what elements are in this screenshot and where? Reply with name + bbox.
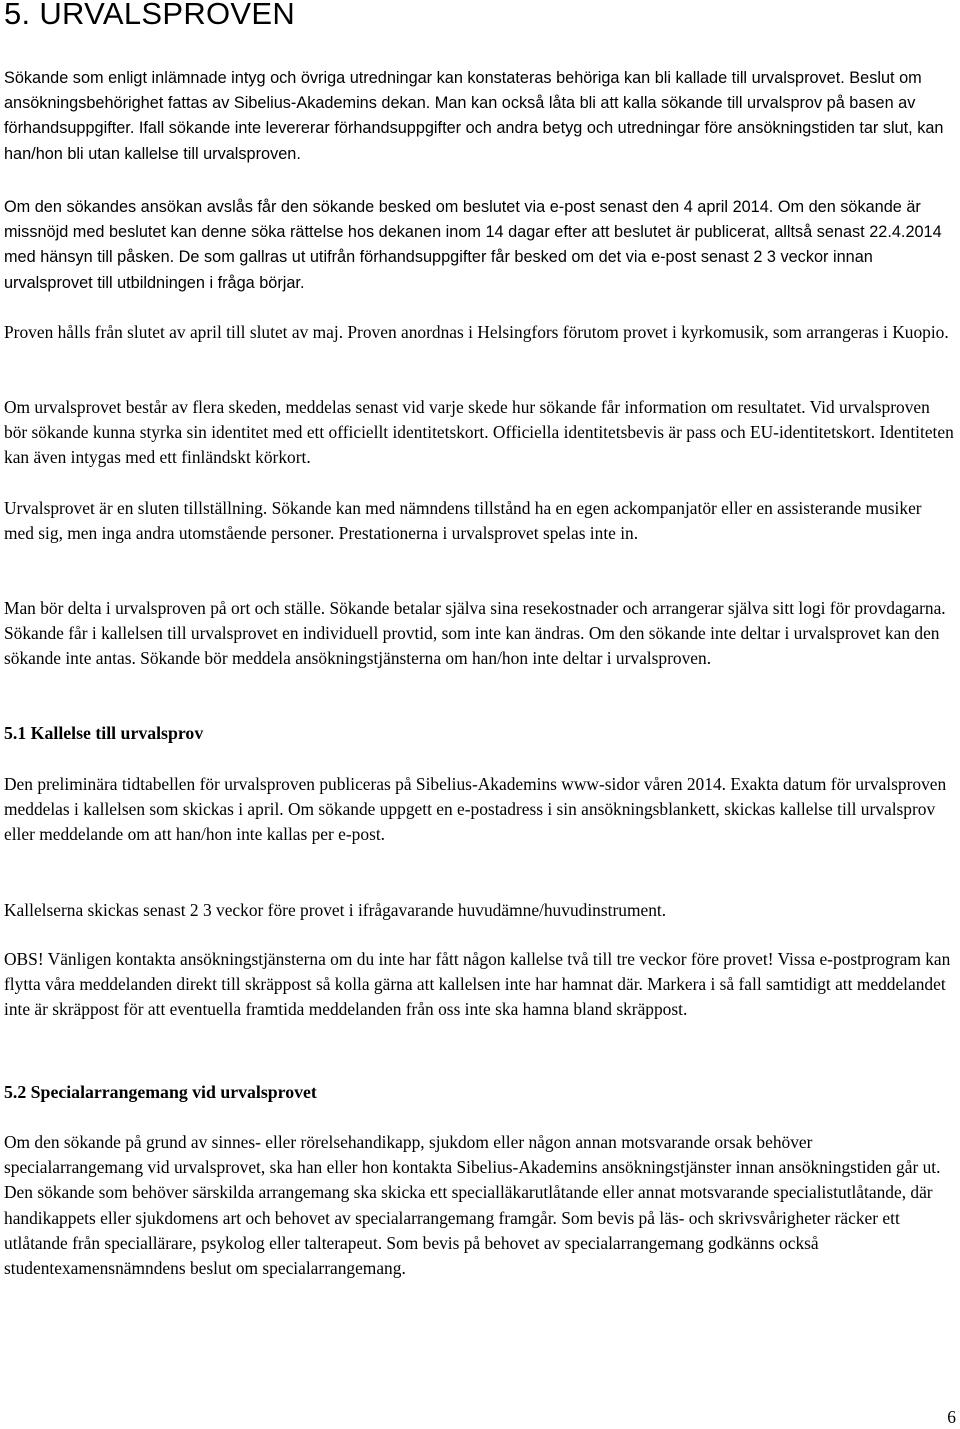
section-5-1-paragraph: Kallelserna skickas senast 2 3 veckor före provet i ifrågavarande huvudämne/huvudinstrument. [4, 900, 667, 920]
section-5-2-paragraph: Om den sökande på grund av sinnes- eller rörelsehandikapp, sjukdom eller någon annan motsvarande orsak behöver specialarrangemang vid urvalsprovet, ska han eller hon kontakta Sibelius-Akademins ansökningstjänster innan ansökningstiden går ut. Den sökande som behöver särskilda arrangemang ska skicka ett specialläkarutlåtande eller annat motsvarande specialistutlåtande, där handikappets eller sjukdomens art och behovet av specialarrangemang framgår. Som bevis på läs- och skrivsvårigheter räcker ett utlåtande från speciallärare, psykolog eller talterapeut. Som bevis på behovet av specialarrangemang godkänns också studentexamensnämndens beslut om specialarrangemang. [4, 1132, 941, 1279]
paragraph-identity: Om urvalsprovet består av flera skeden, meddelas senast vid varje skede hur sökande får information om resultatet. Vid urvalsproven bör sökande kunna styrka sin identitet med ett officiellt identitetskort. Officiella identitetsbevis är pass och EU-identitetskort. Identiteten kan även intygas med ett finländskt körkort. [4, 397, 954, 468]
section-5-2-title: 5.2 Specialarrangemang vid urvalsprovet [4, 1082, 317, 1102]
paragraph-attendance: Man bör delta i urvalsproven på ort och ställe. Sökande betalar själva sina resekostnader och arrangerar själva sitt logi för provdagarna. Sökande får i kallelsen till urvalsprovet en individuell provtid, som inte kan ändras. Om den sökande inte deltar i urvalsprovet kan den sökande inte antas. Sökande bör meddela ansökningstjänsterna om han/hon inte deltar i urvalsproven. [4, 598, 946, 669]
section-5-1-paragraph: Den preliminära tidtabellen för urvalsproven publiceras på Sibelius-Akademins www-sidor våren 2014. Exakta datum för urvalsproven meddelas i kallelsen som skickas i april. Om sökande uppgett en e-postadress i sin ansökningsblankett, skickas kallelse till urvalsprov eller meddelande om att han/hon inte kallas per e-post. [4, 774, 947, 845]
section-5-1-paragraph: OBS! Vänligen kontakta ansökningstjänsterna om du inte har fått någon kallelse två till tre veckor före provet! Vissa e-postprogram kan flytta våra meddelanden direkt till skräppost så kolla gärna att kallelsen inte har hamnat där. Markera i så fall samtidigt att meddelandet inte är skräppost för att eventuella framtida meddelanden från oss inte ska hamna bland skräppost. [4, 949, 951, 1020]
page-number: 6 [947, 1407, 956, 1427]
paragraph-schedule: Proven hålls från slutet av april till slutet av maj. Proven anordnas i Helsingfors förutom provet i kyrkomusik, som arrangeras i Kuopio. [4, 322, 949, 342]
section-5-1-title: 5.1 Kallelse till urvalsprov [4, 723, 204, 743]
paragraph-rejection: Om den sökandes ansökan avslås får den sökande besked om beslutet via e-post senast den 4 april 2014. Om den sökande är missnöjd med beslutet kan denne söka rättelse hos dekanen inom 14 dagar efter att beslutet är publicerat, alltså senast 22.4.2014 med hänsyn till påsken. De som gallras ut utifrån förhandsuppgifter får besked om det via e-post senast 2 3 veckor innan urvalsprovet till utbildningen i fråga börjar. [4, 198, 942, 292]
page-title: 5. URVALSPROVEN [4, 0, 296, 31]
paragraph-intro: Sökande som enligt inlämnade intyg och övriga utredningar kan konstateras behöriga kan bli kallade till urvalsprovet. Beslut om ansökningsbehörighet fattas av Sibelius-Akademins dekan. Man kan också låta bli att kalla sökande till urvalsprov på basen av förhandsuppgifter. Ifall sökande inte levererar förhandsuppgifter och andra betyg och utredningar före ansökningstiden tar slut, kan han/hon bli utan kallelse till urvalsproven. [4, 69, 944, 163]
paragraph-closed-event: Urvalsprovet är en sluten tillställning. Sökande kan med nämndens tillstånd ha en egen ackompanjatör eller en assisterande musiker med sig, men inga andra utomstående personer. Prestationerna i urvalsprovet spelas inte in. [4, 498, 922, 544]
